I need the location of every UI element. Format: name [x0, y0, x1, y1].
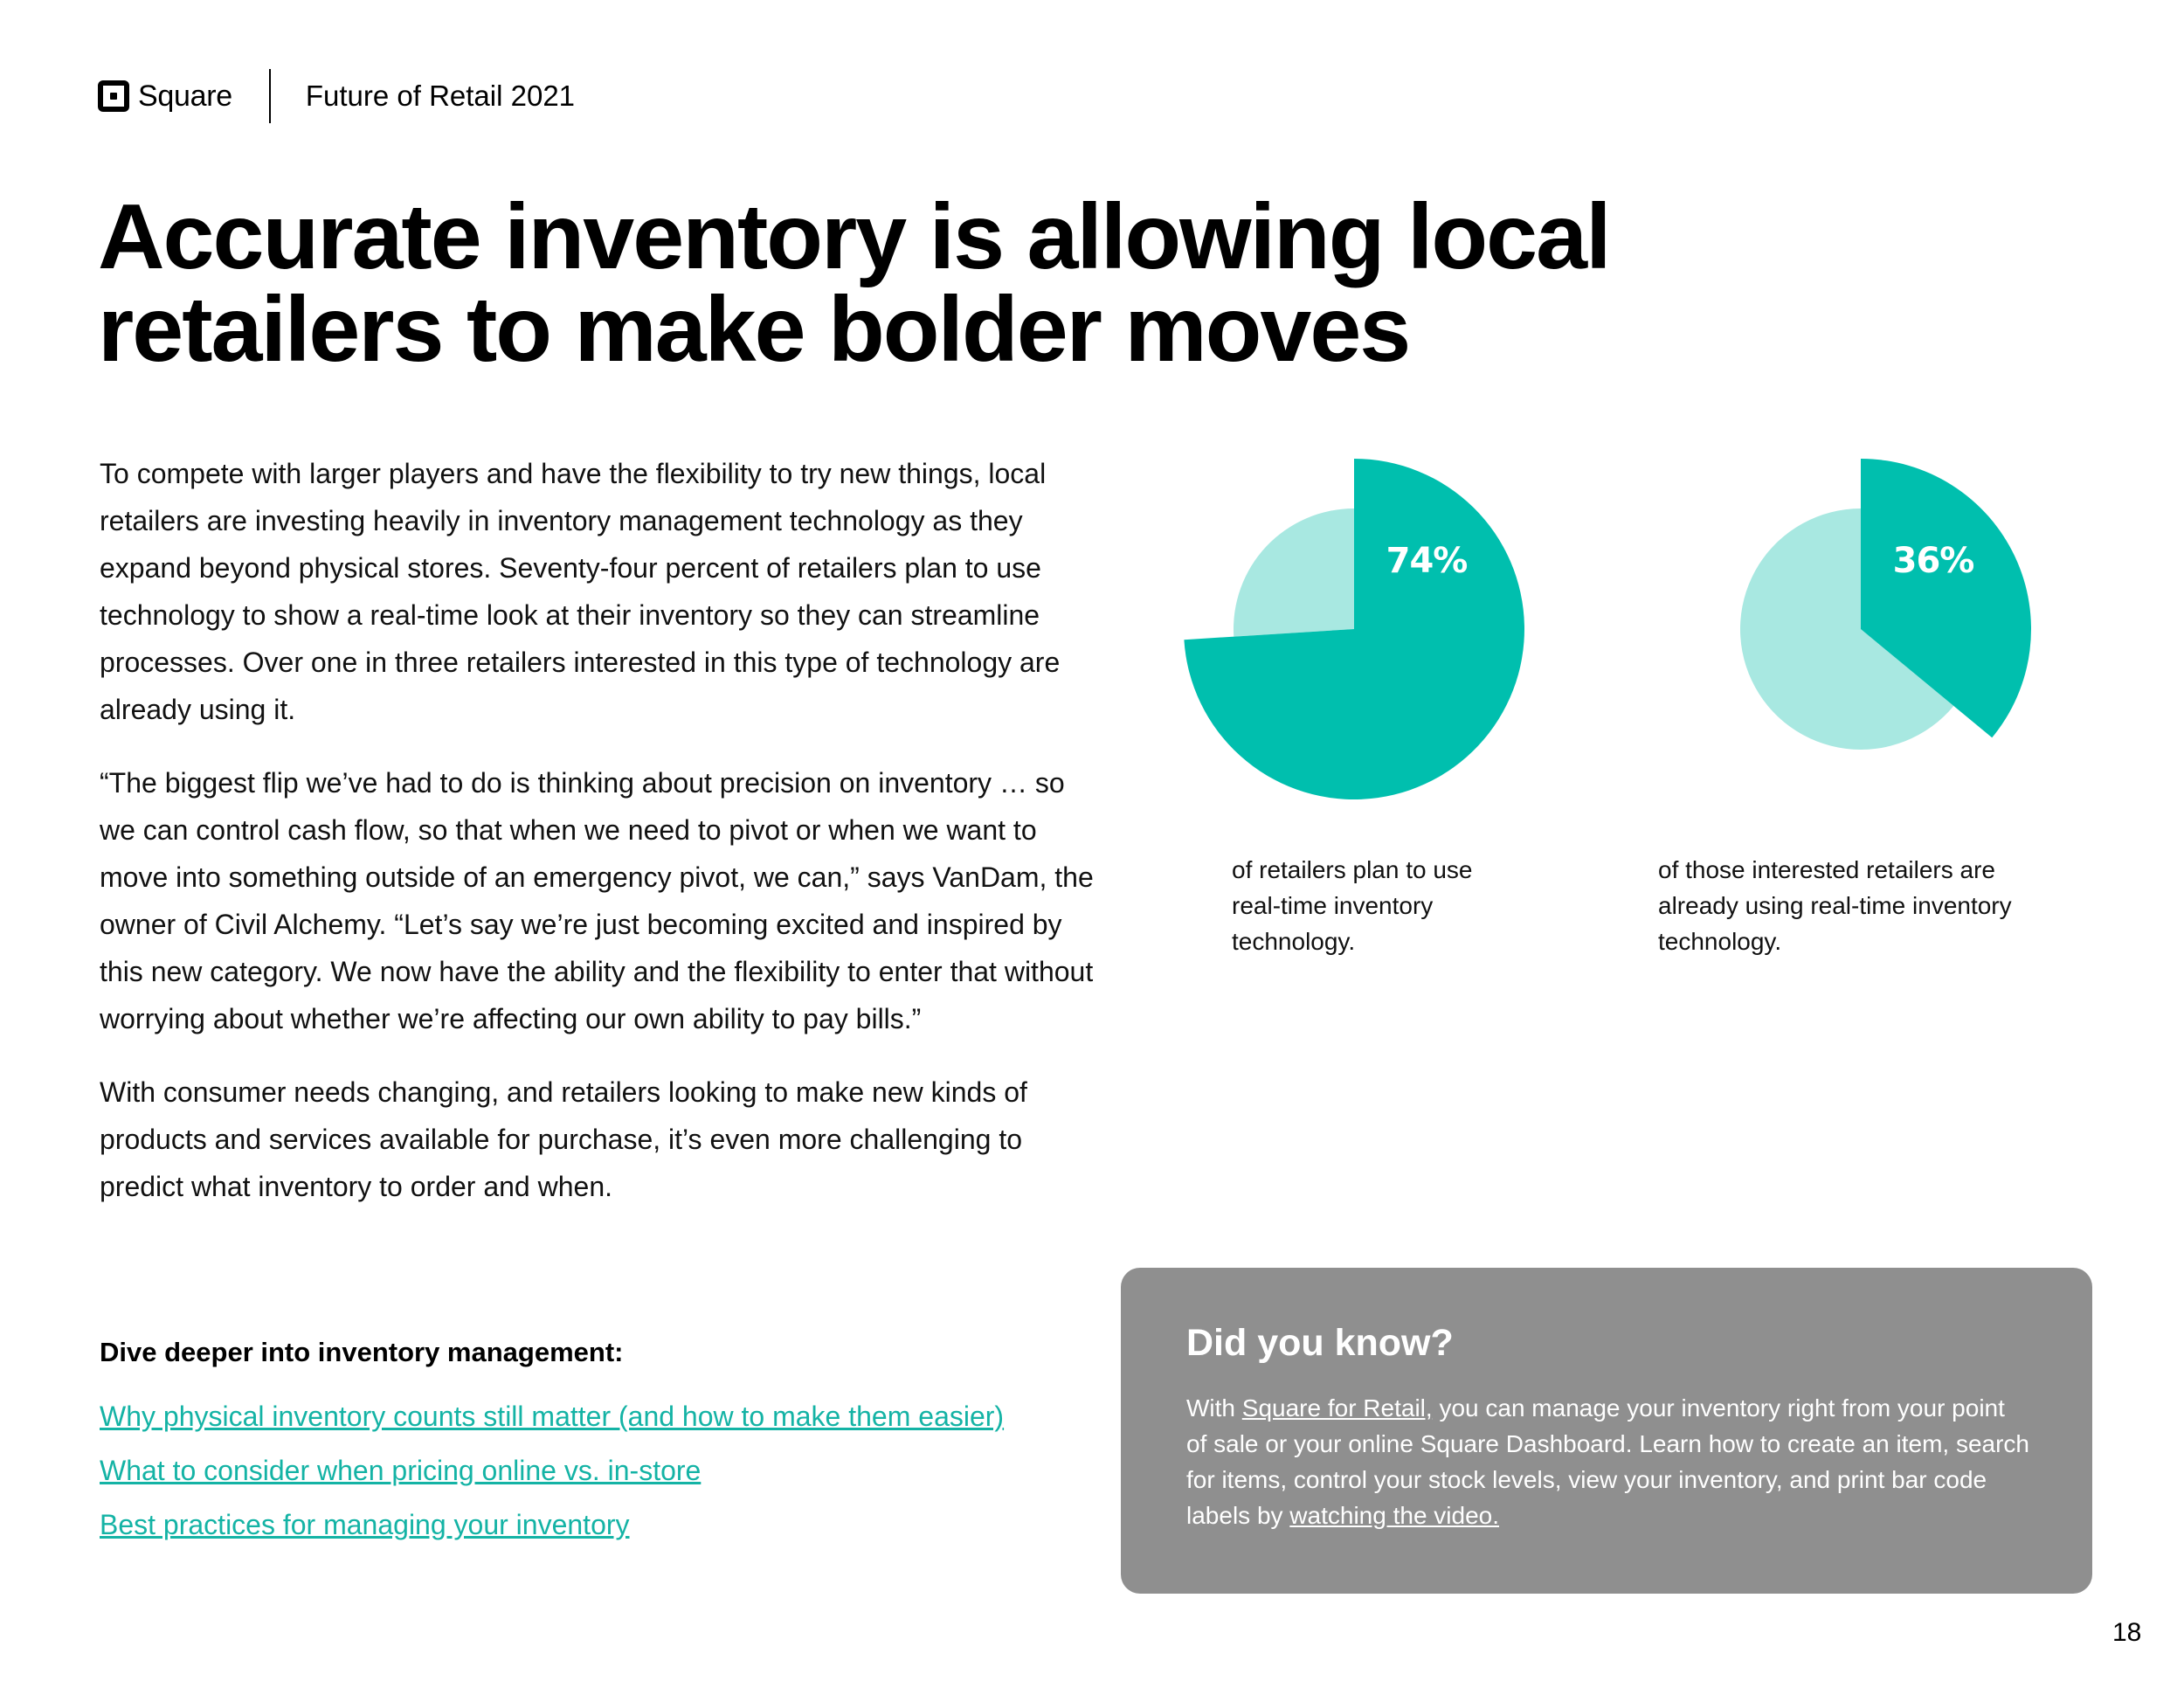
stat-caption-74: of retailers plan to use real-time inventory technology.: [1232, 856, 1473, 955]
page-number: 18: [2112, 1618, 2142, 1647]
article-body: [100, 450, 1095, 1236]
stat-caption-36: of those interested retailers are already using real-time inventory technology.: [1658, 856, 2012, 955]
pie-36-data-label: 36%: [1892, 541, 1974, 581]
header-divider: [269, 69, 271, 123]
report-title: Future of Retail 2021: [305, 80, 576, 112]
further-reading-link-3[interactable]: Best practices for managing your inventory: [100, 1509, 630, 1540]
did-you-know-callout: [1121, 1268, 2092, 1594]
callout-body: [1186, 1390, 2029, 1533]
brand-name: Square: [138, 79, 232, 113]
further-reading-link-2[interactable]: What to consider when pricing online vs. in-store: [100, 1455, 702, 1486]
further-reading: [100, 1333, 1113, 1552]
square-logo: [98, 80, 232, 114]
callout-text-middle: you can manage your inventory right from your point of sale or your online Square Dashboard. Learn how to create an item, search for items, control your stock levels, view your inventory, and print bar code labels by: [1186, 1394, 2030, 1529]
callout-title: Did you know?: [1186, 1322, 1454, 1364]
pie-chart-74: [1179, 454, 1529, 804]
watch-video-link[interactable]: watching the video.: [1289, 1502, 1500, 1529]
pie-74-remaining-slice: [1234, 508, 1354, 637]
body-paragraph-3: With consumer needs changing, and retailers looking to make new kinds of products and services available for purchase, it’s even more challenging to predict what inventory to order and when.: [100, 1076, 1027, 1202]
pie-chart-36: [1686, 454, 2035, 804]
square-for-retail-link[interactable]: Square for Retail,: [1241, 1394, 1433, 1422]
page-headline: Accurate inventory is allowing local retailers to make bolder moves: [98, 185, 1610, 381]
body-paragraph-1: To compete with larger players and have the flexibility to try new things, local retailers are investing heavily in inventory management technology as they expand beyond physical stores. Seventy-four percent of retailers plan to use technology to show a real-time look at their inventory so they can streamline processes. Over one in three retailers interested in this type of technology are already using it.: [100, 458, 1061, 725]
body-paragraph-2: “The biggest flip we’ve had to do is thinking about precision on inventory … so we can control cash flow, so that when we need to pivot or when we want to move into something outside of an emergency pivot, we can,” says VanDam, the owner of Civil Alchemy. “Let’s say we’re just becoming excited and inspired by this new category. We now have the ability and the flexibility to enter that without worrying about whether we’re affecting our own ability to pay bills.”: [100, 767, 1094, 1034]
further-reading-heading: Dive deeper into inventory management:: [100, 1337, 624, 1367]
further-reading-link-1[interactable]: Why physical inventory counts still matter (and how to make them easier): [100, 1401, 1005, 1432]
page-header: [98, 70, 575, 122]
square-logo-icon: [98, 80, 129, 112]
callout-text-before: With: [1186, 1394, 1242, 1422]
pie-74-data-label: 74%: [1386, 541, 1468, 581]
